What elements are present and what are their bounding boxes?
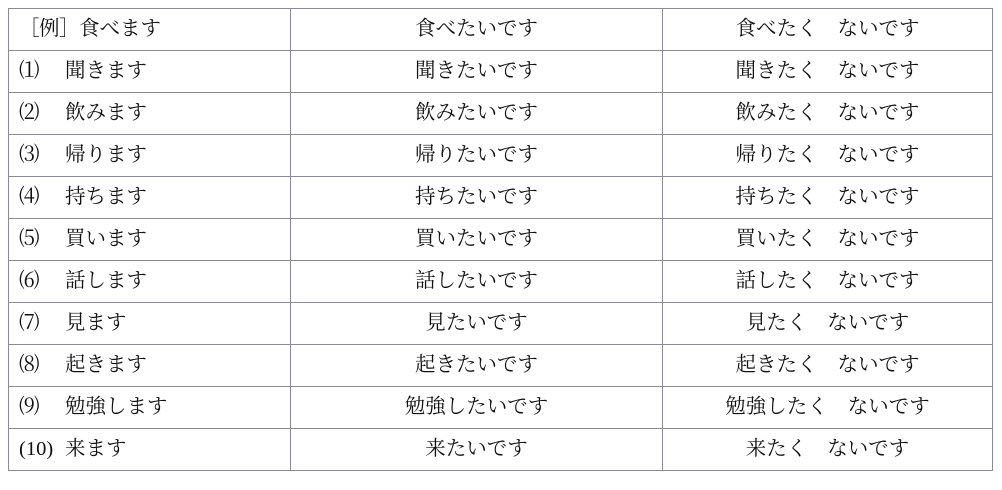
cell-dictionary-form: [9, 219, 291, 261]
table-row: [9, 387, 993, 429]
cell-dictionary-form: [9, 51, 291, 93]
takunai-tail: ないです: [837, 354, 920, 377]
verb-masu-form: 持ちます: [65, 186, 147, 209]
row-number: ⑺: [19, 312, 40, 335]
takunai-stem: 持ちたく: [735, 186, 818, 209]
verb-masu-form: 帰ります: [65, 144, 147, 167]
row-number: ⑶: [19, 144, 40, 167]
row-number: ⑻: [19, 354, 40, 377]
cell-takunai-form: [663, 429, 993, 471]
cell-tai-form: 帰りたいです: [291, 135, 663, 177]
cell-dictionary-form: [9, 429, 291, 471]
cell-dictionary-form: [9, 387, 291, 429]
verb-masu-form: 話します: [65, 270, 147, 293]
takunai-stem: 勉強したく: [725, 396, 828, 419]
takunai-tail: ないです: [847, 396, 930, 419]
takunai-tail: ないです: [827, 438, 910, 461]
table-row: [9, 261, 993, 303]
verb-masu-form: 食べます: [79, 18, 161, 41]
takunai-tail: ないです: [837, 144, 920, 167]
cell-dictionary-form: [9, 135, 291, 177]
table-row: [9, 219, 993, 261]
row-number: ⑷: [19, 186, 40, 209]
cell-dictionary-form: [9, 177, 291, 219]
row-number: (10): [19, 438, 54, 461]
cell-tai-form: 飲みたいです: [291, 93, 663, 135]
verb-masu-form: 飲みます: [65, 102, 147, 125]
cell-takunai-form: [663, 93, 993, 135]
takunai-stem: 食べたく: [735, 18, 818, 41]
takunai-stem: 聞きたく: [735, 60, 818, 83]
row-number: ⑹: [19, 270, 40, 293]
cell-tai-form: 見たいです: [291, 303, 663, 345]
row-number: ⑸: [19, 228, 40, 251]
table-row: [9, 51, 993, 93]
takunai-tail: ないです: [837, 270, 920, 293]
takunai-tail: ないです: [837, 18, 920, 41]
table-row: [9, 9, 993, 51]
table-row: [9, 135, 993, 177]
takunai-tail: ないです: [827, 312, 910, 335]
verb-masu-form: 勉強します: [65, 396, 168, 419]
verb-masu-form: 来ます: [65, 438, 127, 461]
verb-masu-form: 起きます: [65, 354, 147, 377]
cell-tai-form: 持ちたいです: [291, 177, 663, 219]
takunai-tail: ないです: [837, 228, 920, 251]
row-number: ［例］: [19, 18, 79, 41]
takunai-stem: 起きたく: [735, 354, 818, 377]
cell-dictionary-form: [9, 261, 291, 303]
cell-tai-form: 来たいです: [291, 429, 663, 471]
verb-masu-form: 見ます: [65, 312, 127, 335]
takunai-stem: 帰りたく: [735, 144, 818, 167]
table-body: [9, 9, 993, 471]
cell-tai-form: 聞きたいです: [291, 51, 663, 93]
takunai-tail: ないです: [837, 186, 920, 209]
takunai-stem: 見たく: [745, 312, 808, 335]
row-number: ⑴: [19, 60, 40, 83]
cell-dictionary-form: [9, 303, 291, 345]
cell-takunai-form: [663, 303, 993, 345]
cell-tai-form: 起きたいです: [291, 345, 663, 387]
verb-masu-form: 聞きます: [65, 60, 147, 83]
takunai-tail: ないです: [837, 102, 920, 125]
cell-takunai-form: [663, 51, 993, 93]
row-number: ⑵: [19, 102, 40, 125]
cell-takunai-form: [663, 387, 993, 429]
takunai-stem: 飲みたく: [735, 102, 818, 125]
takunai-stem: 買いたく: [735, 228, 818, 251]
takunai-stem: 来たく: [745, 438, 808, 461]
table-row: [9, 303, 993, 345]
table-row: [9, 93, 993, 135]
cell-takunai-form: [663, 261, 993, 303]
cell-dictionary-form: [9, 9, 291, 51]
table-row: [9, 345, 993, 387]
cell-dictionary-form: [9, 93, 291, 135]
cell-takunai-form: [663, 9, 993, 51]
table-row: [9, 429, 993, 471]
cell-takunai-form: [663, 135, 993, 177]
table-row: [9, 177, 993, 219]
cell-takunai-form: [663, 219, 993, 261]
cell-takunai-form: [663, 345, 993, 387]
verb-masu-form: 買います: [65, 228, 147, 251]
takunai-tail: ないです: [837, 60, 920, 83]
cell-tai-form: 食べたいです: [291, 9, 663, 51]
cell-tai-form: 勉強したいです: [291, 387, 663, 429]
cell-dictionary-form: [9, 345, 291, 387]
cell-takunai-form: [663, 177, 993, 219]
takunai-stem: 話したく: [735, 270, 818, 293]
row-number: ⑼: [19, 396, 40, 419]
conjugation-table: [8, 8, 993, 471]
cell-tai-form: 買いたいです: [291, 219, 663, 261]
cell-tai-form: 話したいです: [291, 261, 663, 303]
